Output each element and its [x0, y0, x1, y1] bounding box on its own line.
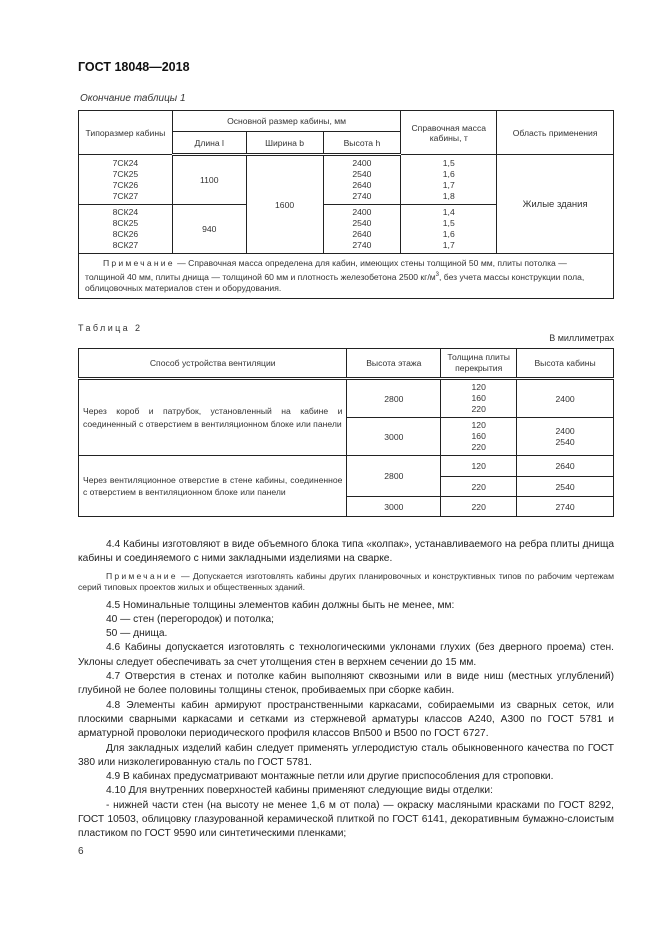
table1-caption: Окончание таблицы 1	[80, 93, 186, 104]
cabin-value: 2400	[555, 425, 575, 436]
header-mass: Справочная масса кабины, т	[401, 111, 497, 155]
slab-cell: 220	[441, 497, 517, 517]
type-value: 7СК25	[112, 168, 139, 179]
table2	[78, 348, 614, 517]
paragraph-4-9: 4.9 В кабинах предусматривают монтажные петли или другие приспособления для строповки.	[106, 771, 554, 783]
masses-cell	[401, 205, 497, 254]
page-number: 6	[78, 846, 84, 857]
cabin-height-cell: 2740	[517, 497, 614, 517]
height-value: 2640	[352, 229, 372, 239]
note-text: — Допускается изготовлять кабины других планировочных и конструктивных типов по рабочим чертежам серий типовых проектов жилых и общественных зданий.	[78, 570, 614, 593]
method-cell: Через вентиляционное отверстие в стене кабины, соединенное с отверстием в вентиляционном блоке или панели	[79, 456, 347, 517]
paragraph-4-5: 4.5 Номинальные толщины элементов кабин должны быть не менее, мм:	[106, 599, 455, 611]
header-cabin-height: Высота кабины	[517, 349, 614, 379]
mass-value: 1,5	[442, 218, 455, 228]
height-value: 2400	[352, 158, 372, 168]
mass-value: 1,7	[442, 240, 455, 250]
table2-units: В миллиметрах	[549, 333, 614, 343]
method-cell: Через короб и патрубок, установленный на кабине и соединенный с отверстием в вентиляционном блоке или панели	[79, 379, 347, 456]
table-note-row	[79, 254, 614, 299]
slab-cell: 120	[441, 456, 517, 477]
mass-value: 1,7	[442, 179, 455, 190]
mass-value: 1,5	[442, 157, 455, 168]
header-main-size: Основной размер кабины, мм	[172, 111, 401, 132]
height-value: 2640	[352, 180, 372, 190]
height-value: 2540	[352, 169, 372, 179]
floor-height-cell: 2800	[347, 379, 441, 418]
types-cell	[79, 155, 173, 205]
paragraph-4-7: 4.7 Отверстия в стенах и потолке кабин выполняют сквозными или в виде ниш (местных углублений) глубиной не более половины толщины стенок, пробиваемых при сборке кабин.	[78, 671, 614, 697]
height-value: 2540	[352, 218, 372, 228]
table1-note	[79, 254, 614, 299]
header-length: Длина l	[172, 132, 246, 155]
paragraph-4-6: 4.6 Кабины допускается изготовлять с технологическими уклонами глухих (без дверного проема) стен. Уклоны следует обеспечивать за счет утолщения стен в верхнем сечении до 15 мм.	[78, 642, 614, 668]
paragraph-4-5-item: 40 — стен (перегородок) и потолка;	[106, 613, 275, 625]
type-value: 8СК25	[112, 218, 139, 228]
note-text-end: , без учета массы конструкции пола, облицовочных материалов стен и оборудования.	[85, 271, 585, 293]
height-value: 2740	[352, 240, 372, 250]
cabin-height-cell	[517, 418, 614, 456]
type-value: 7СК26	[112, 179, 139, 190]
floor-height-cell: 3000	[347, 497, 441, 517]
table2-caption: Таблица 2	[78, 323, 143, 333]
heights-cell	[323, 155, 401, 205]
paragraph-4-10-item: - нижней части стен (на высоту не менее 1,6 м от пола) — окраску масляными красками по ГОСТ 8292, ГОСТ 10503, облицовку глазурованной керамической плиткой по ГОСТ 6141, декоративным бумажно-слоистым пластиком по ГОСТ 9590 или синтетическими пленками;	[78, 799, 614, 840]
type-value: 8СК27	[112, 240, 139, 250]
paragraph-4-10: 4.10 Для внутренних поверхностей кабины применяют следующие виды отделки:	[106, 785, 493, 797]
mass-value: 1,4	[442, 207, 455, 217]
slab-value: 120	[471, 382, 486, 392]
length-cell: 940	[172, 205, 246, 254]
floor-height-cell: 3000	[347, 418, 441, 456]
header-slab-thickness: Толщина плиты перекрытия	[441, 349, 517, 379]
type-value: 7СК27	[112, 190, 139, 201]
slab-cell	[441, 379, 517, 418]
types-cell	[79, 205, 173, 254]
slab-value: 220	[471, 404, 486, 414]
document-title: ГОСТ 18048—2018	[78, 60, 190, 74]
type-value: 8СК26	[112, 229, 139, 239]
cabin-height-cell: 2540	[517, 477, 614, 497]
note-superscript: 3	[435, 271, 439, 278]
note-label: Примечание	[106, 570, 178, 581]
application-cell: Жилые здания	[497, 155, 614, 254]
length-cell: 1100	[172, 155, 246, 205]
table-row	[79, 155, 614, 205]
slab-value: 220	[471, 442, 486, 452]
mass-value: 1,6	[442, 229, 455, 239]
slab-value: 160	[471, 393, 486, 403]
note-paragraph	[78, 571, 614, 594]
width-cell: 1600	[246, 155, 323, 254]
mass-value: 1,6	[442, 168, 455, 179]
slab-cell: 220	[441, 477, 517, 497]
table-row	[79, 456, 614, 477]
slab-cell	[441, 418, 517, 456]
height-value: 2740	[352, 191, 372, 201]
note-text: — Справочная масса определена для кабин, имеющих стены толщиной 50 мм, плиты потолка — толщиной 40 мм, плиты днища — толщиной 60 мм и плотность железобетона 2500 кг/м	[85, 258, 567, 282]
note-label: Примечание	[103, 258, 175, 268]
header-height: Высота h	[323, 132, 401, 155]
cabin-height-cell: 2640	[517, 456, 614, 477]
table-row	[79, 379, 614, 418]
height-value: 2400	[352, 207, 372, 217]
heights-cell	[323, 205, 401, 254]
paragraph-4-5-item: 50 — днища.	[106, 628, 168, 640]
slab-value: 120	[471, 420, 486, 430]
mass-value: 1,8	[442, 190, 455, 201]
header-method: Способ устройства вентиляции	[79, 349, 347, 379]
slab-value: 160	[471, 431, 486, 441]
paragraph-4-8: 4.8 Элементы кабин армируют пространственными каркасами, собираемыми из сварных сеток, или плоскими сварными каркасами и сетками из стержневой арматуры классов А240, А300 по ГОСТ 5781 и арматурной проволоки периодического профиля классов Вп500 и В500 по ГОСТ 6727.	[78, 699, 614, 740]
masses-cell	[401, 155, 497, 205]
header-type: Типоразмер кабины	[79, 111, 173, 155]
body-section	[78, 538, 614, 842]
cabin-value: 2540	[555, 436, 575, 447]
header-width: Ширина b	[246, 132, 323, 155]
paragraph-4-8-b: Для закладных изделий кабин следует применять углеродистую сталь обыкновенного качества по ГОСТ 380 или низколегированную сталь по ГОСТ 5781.	[78, 742, 614, 768]
type-value: 8СК24	[112, 207, 139, 217]
table1	[78, 110, 614, 299]
type-value: 7СК24	[112, 157, 139, 168]
paragraph-4-4: 4.4 Кабины изготовляют в виде объемного блока типа «колпак», устанавливаемого на ребра плиты днища кабины и соединяемого с ними закладными изделиями на сварке.	[78, 539, 614, 565]
cabin-height-cell: 2400	[517, 379, 614, 418]
header-floor-height: Высота этажа	[347, 349, 441, 379]
floor-height-cell: 2800	[347, 456, 441, 497]
header-application: Область применения	[497, 111, 614, 155]
